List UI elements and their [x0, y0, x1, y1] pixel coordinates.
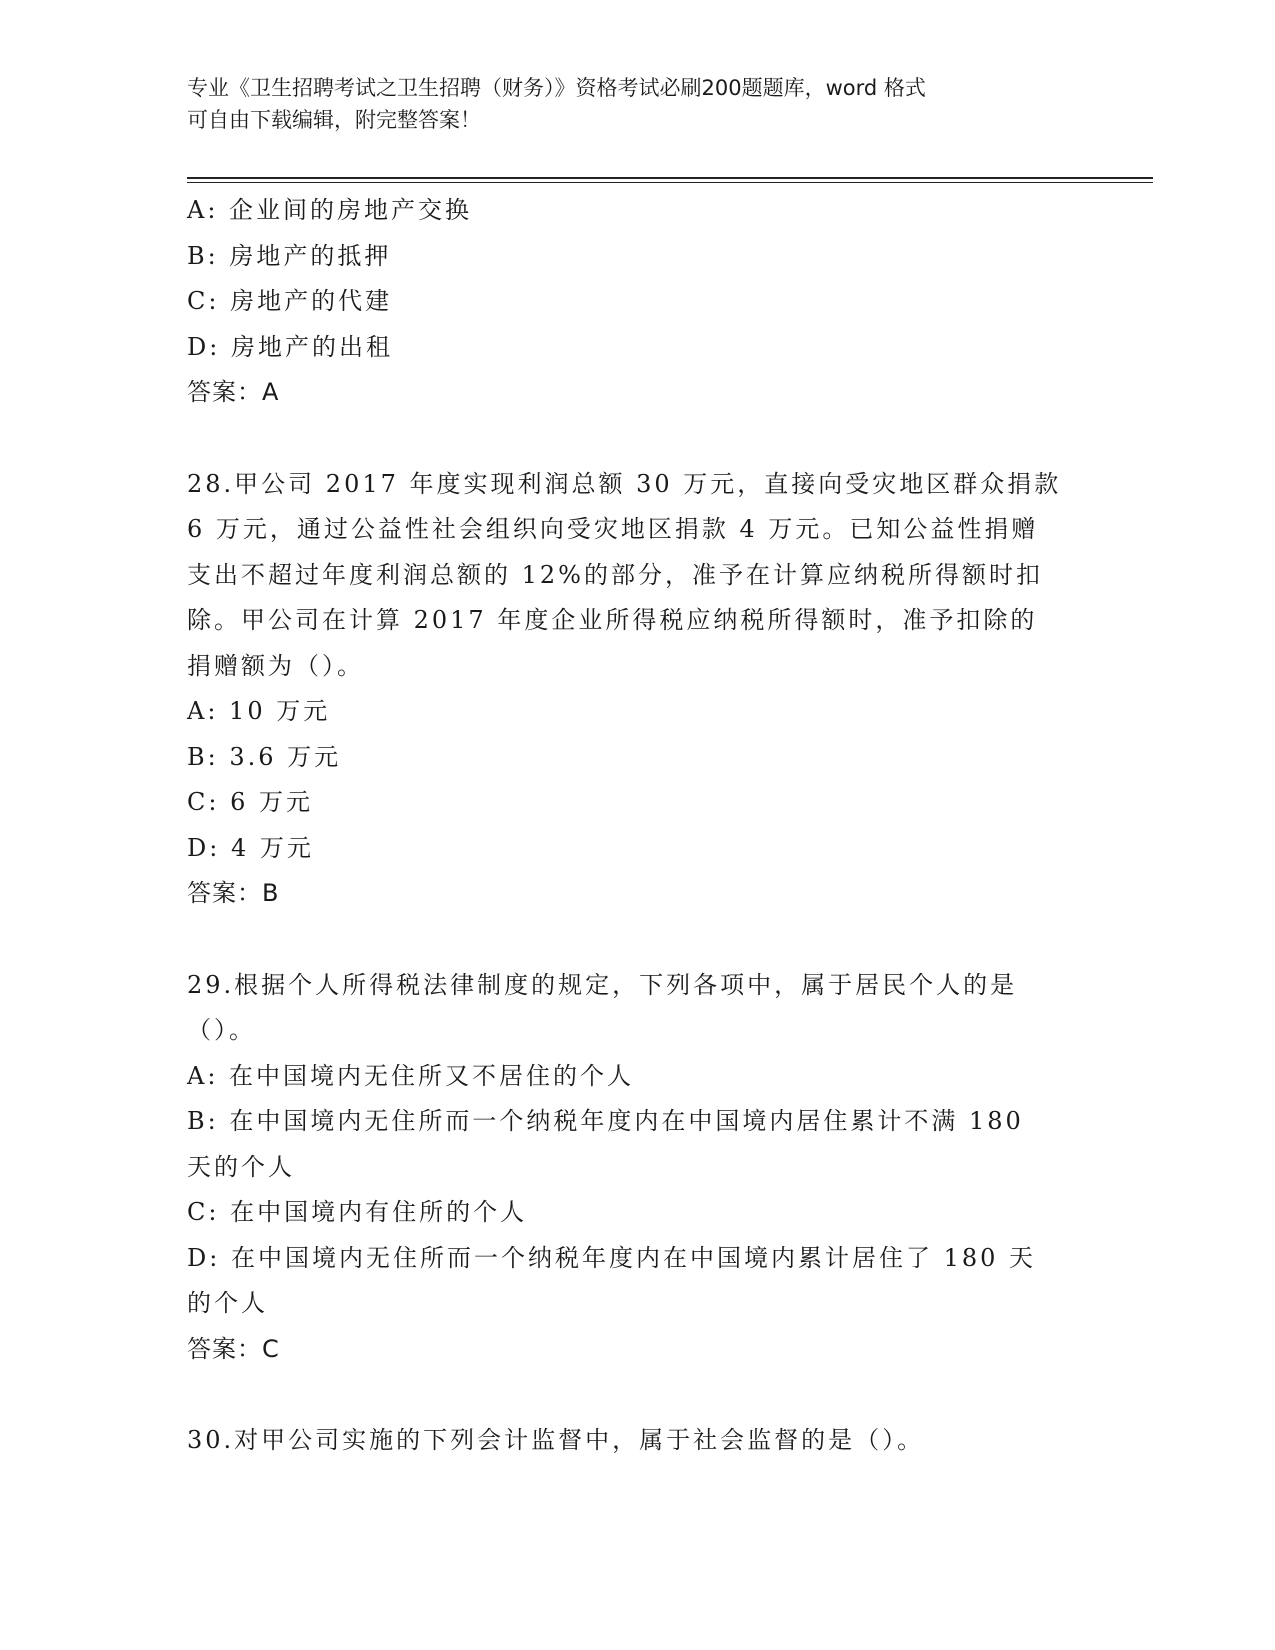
option-b: B: 3.6 万元 — [187, 742, 342, 771]
document-header — [187, 72, 1067, 136]
answer-line: 答案：A — [187, 378, 280, 406]
option-a: A: 企业间的房地产交换 — [187, 196, 473, 224]
option-b: B: 在中国境内无住所而一个纳税年度内在中国境内居住累计不满 180 — [187, 1107, 1024, 1135]
answer-line: 答案：C — [187, 1334, 280, 1363]
option-a: A: 在中国境内无住所又不居住的个人 — [187, 1061, 635, 1090]
option-c: C: 6 万元 — [187, 788, 313, 816]
option-b: B: 房地产的抵押 — [187, 241, 392, 270]
question-stem-line: 28.甲公司 2017 年度实现利润总额 30 万元，直接向受灾地区群众捐款 — [187, 469, 1062, 498]
option-d: D: 4 万元 — [187, 833, 314, 862]
option-d-continued: 的个人 — [187, 1289, 268, 1317]
option-a: A: 10 万元 — [187, 697, 331, 725]
answer-line: 答案：B — [187, 879, 280, 907]
question-29 — [187, 963, 1087, 1373]
spacer — [187, 917, 1087, 963]
question-stem-line: 支出不超过年度利润总额的 12%的部分，准予在计算应纳税所得额时扣 — [187, 560, 1043, 589]
header-rule-thick — [187, 177, 1153, 179]
question-stem-line: 30.对甲公司实施的下列会计监督中，属于社会监督的是（）。 — [187, 1426, 925, 1454]
question-stem-line: （）。 — [187, 1016, 256, 1044]
question-content — [187, 188, 1087, 1464]
question-30 — [187, 1418, 1087, 1464]
header-line-1: 专业《卫生招聘考试之卫生招聘（财务）》资格考试必刷200题题库，word 格式 — [187, 76, 926, 100]
option-c: C: 在中国境内有住所的个人 — [187, 1198, 528, 1226]
option-c: C: 房地产的代建 — [187, 287, 393, 315]
spacer — [187, 416, 1087, 462]
header-line-2: 可自由下载编辑，附完整答案！ — [187, 108, 481, 132]
option-b-continued: 天的个人 — [187, 1152, 295, 1181]
question-stem-line: 6 万元，通过公益性社会组织向受灾地区捐款 4 万元。已知公益性捐赠 — [187, 515, 1039, 543]
question-stem-line: 捐赠额为（）。 — [187, 651, 364, 680]
question-stem-line: 除。甲公司在计算 2017 年度企业所得税应纳税所得额时，准予扣除的 — [187, 606, 1038, 634]
question-28 — [187, 462, 1087, 917]
option-d: D: 在中国境内无住所而一个纳税年度内在中国境内累计居住了 180 天 — [187, 1243, 1037, 1272]
header-rule-thin — [187, 182, 1153, 183]
question-27 — [187, 188, 1087, 416]
question-stem-line: 29.根据个人所得税法律制度的规定，下列各项中，属于居民个人的是 — [187, 970, 1018, 999]
option-d: D: 房地产的出租 — [187, 332, 393, 361]
spacer — [187, 1372, 1087, 1418]
